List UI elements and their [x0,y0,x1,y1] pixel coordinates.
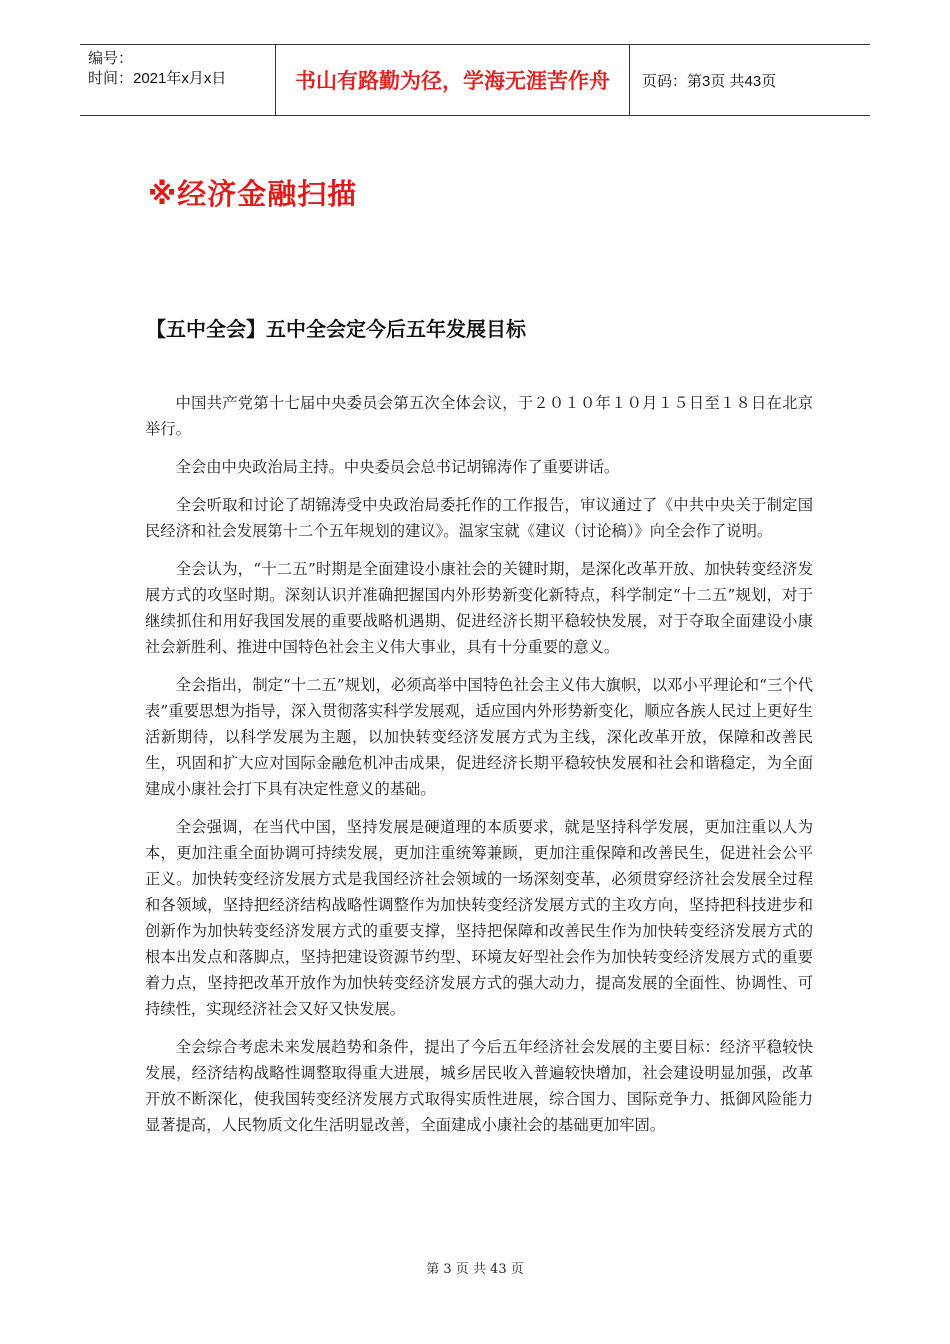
article-paragraph: 全会指出，制定“十二五”规划，必须高举中国特色社会主义伟大旗帜，以邓小平理论和“三个代表”重要思想为指导，深入贯彻落实科学发展观，适应国内外形势新变化，顺应各族人民过上更好生活新期待，以科学发展为主题，以加快转变经济发展方式为主线，深化改革开放，保障和改善民生，巩固和扩大应对国际金融危机冲击成果，促进经济长期平稳较快发展和社会和谐稳定，为全面建成小康社会打下具有决定性意义的基础。 [145,676,813,798]
header-meta [80,45,275,115]
article-paragraph: 全会综合考虑未来发展趋势和条件，提出了今后五年经济社会发展的主要目标：经济平稳较快发展，经济结构战略性调整取得重大进展，城乡居民收入普遍较快增加，社会建设明显加强，改革开放不断深化，使我国转变经济发展方式取得实质性进展，综合国力、国际竞争力、抵御风险能力显著提高，人民物质文化生活明显改善，全面建成小康社会的基础更加牢固。 [145,1038,813,1134]
article-paragraph: 中国共产党第十七届中央委员会第五次全体会议，于２０１０年１０月１５日至１８日在北京举行。 [145,394,813,438]
header-page-info: 页码：第3页 共43页 [642,72,777,90]
page-header [80,44,870,116]
article-body [145,390,813,1150]
document-number-label: 编号： [88,50,134,67]
document-time-label: 时间：2021年x月x日 [88,70,227,87]
page-footer: 第 3 页 共 43 页 [426,1262,524,1277]
article-title: 【五中全会】五中全会定今后五年发展目标 [146,317,526,341]
article-paragraph: 全会听取和讨论了胡锦涛受中央政治局委托作的工作报告，审议通过了《中共中央关于制定国民经济和社会发展第十二个五年规划的建议》。温家宝就《建议（讨论稿）》向全会作了说明。 [145,496,813,540]
article-paragraph: 全会由中央政治局主持。中央委员会总书记胡锦涛作了重要讲话。 [175,458,620,476]
section-title: ※经济金融扫描 [148,177,358,211]
header-motto: 书山有路勤为径，学海无涯苦作舟 [275,45,630,115]
article-paragraph: 全会认为，“十二五”时期是全面建设小康社会的关键时期，是深化改革开放、加快转变经济发展方式的攻坚时期。深刻认识并准确把握国内外形势新变化新特点，科学制定“十二五”规划，对于继续抓住和用好我国发展的重要战略机遇期、促进经济长期平稳较快发展，对于夺取全面建设小康社会新胜利、推进中国特色社会主义伟大事业，具有十分重要的意义。 [145,560,813,656]
article-paragraph: 全会强调，在当代中国，坚持发展是硬道理的本质要求，就是坚持科学发展，更加注重以人为本，更加注重全面协调可持续发展，更加注重统筹兼顾，更加注重保障和改善民生，促进社会公平正义。加快转变经济发展方式是我国经济社会领域的一场深刻变革，必须贯穿经济社会发展全过程和各领域，坚持把经济结构战略性调整作为加快转变经济发展方式的主攻方向，坚持把科技进步和创新作为加快转变经济发展方式的重要支撑，坚持把保障和改善民生作为加快转变经济发展方式的根本出发点和落脚点，坚持把建设资源节约型、环境友好型社会作为加快转变经济发展方式的重要着力点，坚持把改革开放作为加快转变经济发展方式的强大动力，提高发展的全面性、协调性、可持续性，实现经济社会又好又快发展。 [145,818,813,1018]
